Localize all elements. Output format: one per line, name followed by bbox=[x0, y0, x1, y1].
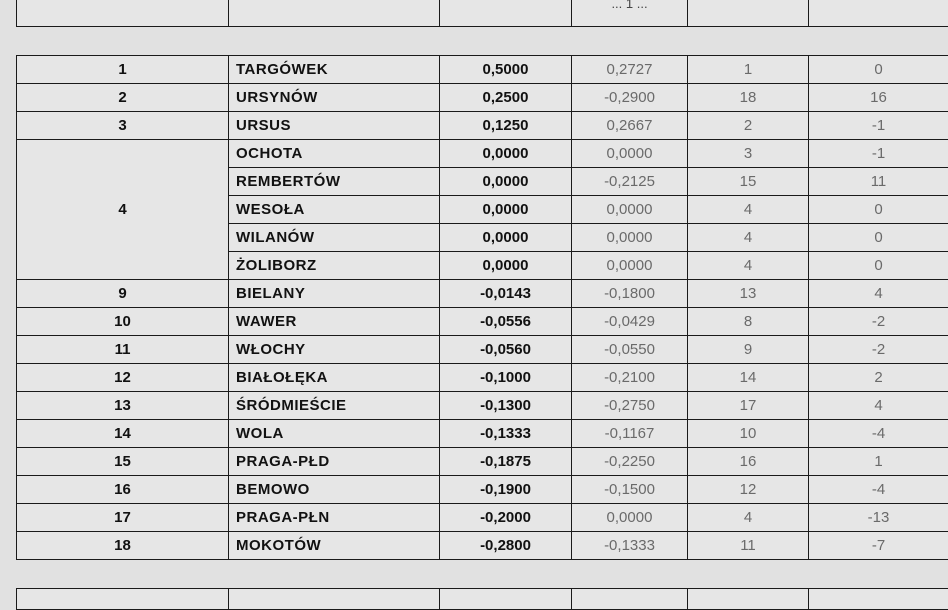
rank-change-cell: -2 bbox=[809, 336, 948, 364]
rank-change-cell: 2 bbox=[809, 364, 948, 392]
footer-cell bbox=[440, 589, 572, 610]
district-name-cell: OCHOTA bbox=[229, 140, 440, 168]
rank-change-cell: -1 bbox=[809, 140, 948, 168]
district-name-cell: BIELANY bbox=[229, 280, 440, 308]
index-value-cell: -0,1000 bbox=[440, 364, 572, 392]
previous-rank-cell: 4 bbox=[688, 224, 809, 252]
header-cell bbox=[688, 0, 809, 27]
previous-rank-cell: 8 bbox=[688, 308, 809, 336]
previous-rank-cell: 14 bbox=[688, 364, 809, 392]
footer-cell bbox=[229, 589, 440, 610]
footer-row-partial bbox=[17, 589, 948, 610]
header-cell bbox=[440, 0, 572, 27]
header-cell bbox=[809, 0, 948, 27]
index-value-cell: -0,1333 bbox=[440, 420, 572, 448]
district-name-cell: BEMOWO bbox=[229, 476, 440, 504]
previous-value-cell: 0,0000 bbox=[572, 252, 688, 280]
previous-value-cell: 0,2727 bbox=[572, 56, 688, 84]
index-value-cell: 0,1250 bbox=[440, 112, 572, 140]
table-row bbox=[17, 336, 948, 364]
rank-cell: 17 bbox=[17, 504, 229, 532]
index-value-cell: -0,1875 bbox=[440, 448, 572, 476]
rank-cell: 18 bbox=[17, 532, 229, 560]
previous-rank-cell: 4 bbox=[688, 252, 809, 280]
index-value-cell: 0,0000 bbox=[440, 252, 572, 280]
previous-rank-cell: 10 bbox=[688, 420, 809, 448]
rank-change-cell: 0 bbox=[809, 196, 948, 224]
ranking-table-body bbox=[17, 56, 948, 560]
header-table-partial bbox=[16, 0, 948, 27]
previous-rank-cell: 1 bbox=[688, 56, 809, 84]
previous-value-cell: -0,1167 bbox=[572, 420, 688, 448]
district-name-cell: WOLA bbox=[229, 420, 440, 448]
ranking-table bbox=[16, 55, 948, 560]
previous-rank-cell: 16 bbox=[688, 448, 809, 476]
previous-rank-cell: 2 bbox=[688, 112, 809, 140]
previous-value-cell: -0,0429 bbox=[572, 308, 688, 336]
district-name-cell: ŻOLIBORZ bbox=[229, 252, 440, 280]
index-value-cell: -0,1900 bbox=[440, 476, 572, 504]
table-row bbox=[17, 364, 948, 392]
previous-value-cell: -0,1800 bbox=[572, 280, 688, 308]
rank-cell: 1 bbox=[17, 56, 229, 84]
header-cell-partial-text: ... 1 ... bbox=[572, 0, 688, 27]
district-name-cell: TARGÓWEK bbox=[229, 56, 440, 84]
previous-value-cell: 0,0000 bbox=[572, 140, 688, 168]
previous-value-cell: -0,2125 bbox=[572, 168, 688, 196]
rank-cell: 16 bbox=[17, 476, 229, 504]
district-name-cell: WILANÓW bbox=[229, 224, 440, 252]
footer-cell bbox=[688, 589, 809, 610]
rank-change-cell: -13 bbox=[809, 504, 948, 532]
rank-cell: 2 bbox=[17, 84, 229, 112]
header-cell bbox=[17, 0, 229, 27]
district-name-cell: ŚRÓDMIEŚCIE bbox=[229, 392, 440, 420]
previous-rank-cell: 18 bbox=[688, 84, 809, 112]
district-name-cell: WESOŁA bbox=[229, 196, 440, 224]
table-row bbox=[17, 112, 948, 140]
rank-change-cell: -1 bbox=[809, 112, 948, 140]
table-row bbox=[17, 140, 948, 168]
rank-cell: 9 bbox=[17, 280, 229, 308]
rank-cell: 3 bbox=[17, 112, 229, 140]
previous-rank-cell: 11 bbox=[688, 532, 809, 560]
district-name-cell: URSYNÓW bbox=[229, 84, 440, 112]
table-row bbox=[17, 308, 948, 336]
previous-value-cell: -0,2100 bbox=[572, 364, 688, 392]
previous-rank-cell: 13 bbox=[688, 280, 809, 308]
rank-change-cell: 11 bbox=[809, 168, 948, 196]
previous-rank-cell: 3 bbox=[688, 140, 809, 168]
rank-cell: 12 bbox=[17, 364, 229, 392]
district-name-cell: BIAŁOŁĘKA bbox=[229, 364, 440, 392]
table-row bbox=[17, 476, 948, 504]
table-row bbox=[17, 532, 948, 560]
rank-change-cell: 4 bbox=[809, 280, 948, 308]
footer-cell bbox=[572, 589, 688, 610]
district-name-cell: REMBERTÓW bbox=[229, 168, 440, 196]
footer-table-partial bbox=[16, 588, 948, 610]
rank-change-cell: 0 bbox=[809, 224, 948, 252]
rank-cell: 13 bbox=[17, 392, 229, 420]
footer-cell bbox=[17, 589, 229, 610]
header-cell bbox=[229, 0, 440, 27]
rank-cell: 11 bbox=[17, 336, 229, 364]
index-value-cell: -0,2000 bbox=[440, 504, 572, 532]
rank-change-cell: 0 bbox=[809, 252, 948, 280]
previous-value-cell: 0,0000 bbox=[572, 504, 688, 532]
index-value-cell: 0,5000 bbox=[440, 56, 572, 84]
index-value-cell: -0,0556 bbox=[440, 308, 572, 336]
index-value-cell: 0,0000 bbox=[440, 196, 572, 224]
rank-change-cell: 4 bbox=[809, 392, 948, 420]
index-value-cell: -0,1300 bbox=[440, 392, 572, 420]
header-row-partial bbox=[17, 0, 948, 27]
table-row bbox=[17, 504, 948, 532]
rank-change-cell: -4 bbox=[809, 476, 948, 504]
rank-change-cell: 16 bbox=[809, 84, 948, 112]
district-name-cell: MOKOTÓW bbox=[229, 532, 440, 560]
district-name-cell: PRAGA-PŁN bbox=[229, 504, 440, 532]
rank-change-cell: -7 bbox=[809, 532, 948, 560]
table-row bbox=[17, 280, 948, 308]
rank-cell: 10 bbox=[17, 308, 229, 336]
previous-value-cell: -0,1333 bbox=[572, 532, 688, 560]
table-row bbox=[17, 56, 948, 84]
rank-change-cell: -4 bbox=[809, 420, 948, 448]
previous-value-cell: 0,2667 bbox=[572, 112, 688, 140]
table-row bbox=[17, 392, 948, 420]
previous-rank-cell: 9 bbox=[688, 336, 809, 364]
rank-change-cell: 1 bbox=[809, 448, 948, 476]
index-value-cell: -0,2800 bbox=[440, 532, 572, 560]
table-row bbox=[17, 448, 948, 476]
rank-change-cell: 0 bbox=[809, 56, 948, 84]
previous-rank-cell: 15 bbox=[688, 168, 809, 196]
rank-change-cell: -2 bbox=[809, 308, 948, 336]
previous-rank-cell: 4 bbox=[688, 504, 809, 532]
district-name-cell: WŁOCHY bbox=[229, 336, 440, 364]
rank-cell: 4 bbox=[17, 140, 229, 280]
district-name-cell: WAWER bbox=[229, 308, 440, 336]
previous-value-cell: -0,2250 bbox=[572, 448, 688, 476]
index-value-cell: 0,0000 bbox=[440, 140, 572, 168]
index-value-cell: -0,0143 bbox=[440, 280, 572, 308]
footer-cell bbox=[809, 589, 948, 610]
previous-value-cell: 0,0000 bbox=[572, 224, 688, 252]
index-value-cell: 0,0000 bbox=[440, 224, 572, 252]
district-name-cell: URSUS bbox=[229, 112, 440, 140]
index-value-cell: -0,0560 bbox=[440, 336, 572, 364]
previous-rank-cell: 4 bbox=[688, 196, 809, 224]
previous-value-cell: -0,2900 bbox=[572, 84, 688, 112]
previous-rank-cell: 17 bbox=[688, 392, 809, 420]
rank-cell: 14 bbox=[17, 420, 229, 448]
index-value-cell: 0,0000 bbox=[440, 168, 572, 196]
previous-value-cell: -0,0550 bbox=[572, 336, 688, 364]
previous-value-cell: 0,0000 bbox=[572, 196, 688, 224]
rank-cell: 15 bbox=[17, 448, 229, 476]
table-row bbox=[17, 420, 948, 448]
district-name-cell: PRAGA-PŁD bbox=[229, 448, 440, 476]
previous-rank-cell: 12 bbox=[688, 476, 809, 504]
previous-value-cell: -0,1500 bbox=[572, 476, 688, 504]
table-row bbox=[17, 84, 948, 112]
index-value-cell: 0,2500 bbox=[440, 84, 572, 112]
previous-value-cell: -0,2750 bbox=[572, 392, 688, 420]
